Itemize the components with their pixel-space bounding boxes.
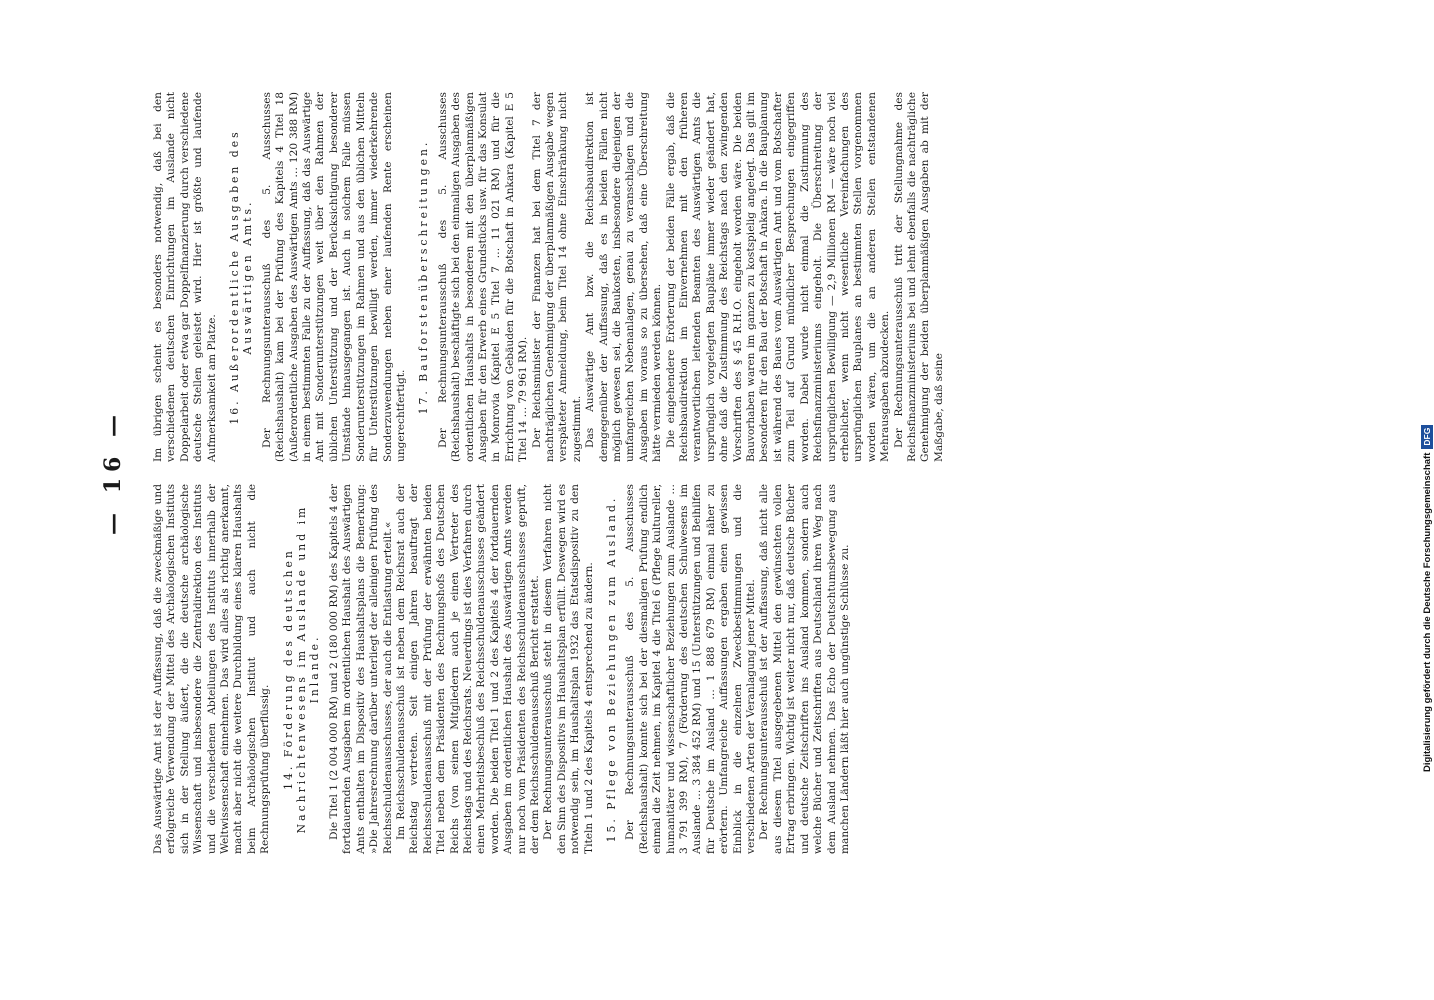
paragraph: Die eingehendere Erörterung der beiden Fälle ergab, daß die Reichsbaudirektion im Einvernehmen mit den früheren verantwortlichen leitenden Beamten des Auswärtigen Amts die ursprünglich vorgelegten Baupläne immer wieder geändert hat, ohne daß die Zustimmung des Reichstags nach den zwingenden Vorschriften des § 45 R.H.O. eingeholt worden wäre. Die beiden Bauvorhaben waren im ganzen zu kostspielig angelegt. Das gilt im besonderen für den Bau der Botschaft in Ankara. In die Bauplanung ist während des Baues vom Auswärtigen Amt und vom Botschafter zum Teil auf Grund mündlicher Besprechungen eingegriffen worden. Dabei wurde nicht einmal die Zustimmung des Reichsfinanzministeriums eingeholt. Die Überschreitung der ursprünglichen Bewilligung — 2,9 Millionen RM — wäre noch viel erheblicher, wenn nicht wesentliche Vereinfachungen des ursprünglichen Bauplanes an bestimmten Stellen vorgenommen worden wären, um die an anderen Stellen entstandenen Mehrausgaben abzudecken. xyxy=(664,92,892,462)
paragraph: Der Reichsminister der Finanzen hat bei dem Titel 7 der nachträglichen Genehmigung der überplanmäßigen Ausgabe wegen verspäteter Anmeldung, beim Titel 14 ohne Einschränkung nicht zugestimmt. xyxy=(530,92,583,462)
paragraph: Im Reichsschuldenausschuß ist neben dem Reichsrat auch der Reichstag vertreten. Seit einigen Jahren beauftragt der Reichsschuldenausschuß mit der Prüfung der erwähnten beiden Titel neben dem Präsidenten des Rechnungshofs des Deutschen Reichs (von seinen Mitgliedern auch je einen Vertreter des Reichstags und des Reichsrats. Neuerdings ist dies Verfahren durch einen Mehrheitsbeschluß des Reichsschuldenausschusses geändert worden. Die beiden Titel 1 und 2 des Kapitels 4 der fortdauernden Ausgaben im ordentlichen Haushalt des Auswärtigen Amts werden nur noch vom Präsidenten des Reichsschuldenausschusses geprüft, der dem Reichsschuldenausschuß Bericht erstattet. xyxy=(394,484,541,854)
paragraph: Der Rechnungsunterausschuß des 5. Ausschusses (Reichshaushalt) kam bei der Prüfung des Kapitels 4 Titel 18 (Außerordentliche Ausgaben des Auswärtigen Amts … 120 388 RM) in einem bestimmten Falle zu der Auffassung, daß das Auswärtige Amt mit Sonderunterstützungen weit über den Rahmen der üblichen Unterstützung und der Berücksichtigung besonderer Umstände hinausgegangen ist. Auch in solchem Falle müssen Sonderunterstützungen im Rahmen und aus den üblichen Mitteln für Unterstützungen bewilligt werden, immer wiederkehrende Sonderzuwendungen neben einer laufenden Rente erscheinen ungerechtfertigt. xyxy=(260,92,407,462)
paragraph: Im übrigen scheint es besonders notwendig, daß bei den verschiedenen deutschen Einrichtungen im Auslande nicht Doppelarbeit oder etwa gar Doppelfinanzierung durch verschiedene deutsche Stellen geleistet wird. Hier ist größte und laufende Aufmerksamkeit am Platze. xyxy=(152,92,218,462)
section-heading-15: 15. Pflege von Beziehungen zum Ausland. xyxy=(605,495,618,843)
section-heading-16: 16. Außerordentliche Ausgaben des Auswärtigen Amts. xyxy=(228,129,255,425)
digitization-credit xyxy=(1420,12,1434,772)
paragraph: Der Rechnungsunterausschuß steht in diesem Verfahren nicht den Sinn des Dispositivs im Haushaltsplan erfüllt. Deswegen wird es notwendig sein, im Haushaltsplan 1932 das Etatsdispositiv zu den Titeln 1 und 2 des Kapitels 4 entsprechend zu ändern. xyxy=(542,483,595,854)
digitization-credit-text: Digitalisierung gefördert durch die Deutsche Forschungsgemeinschaft xyxy=(1421,452,1433,772)
section-heading-17: 17. Bauforstenüberschreitungen. xyxy=(417,139,431,415)
paragraph: Das Auswärtige Amt ist der Auffassung, daß die zweckmäßige und erfolgreiche Verwendung der Mittel des Archäologischen Instituts sich in der Stellung äußert, die die deutsche archäologische Wissenschaft und insbesondere die Zentraldirektion des Instituts und die verschiedenen Abteilungen des Instituts innerhalb der Weltwissenschaft einnehmen. Das wird alles als richtig anerkannt, macht aber nicht die weitere Durchbildung eines klaren Haushalts beim Archäologischen Institut und auch nicht die Rechnungsprüfung überflüssig. xyxy=(152,484,272,854)
paragraph: Der Rechnungsunterausschuß ist der Auffassung, daß nicht alle aus diesem Titel ausgegebenen Mittel den gewünschten vollen Ertrag erbringen. Wichtig ist weiter nicht nur, daß deutsche Bücher und deutsche Zeitschriften ins Ausland kommen, sondern auch welche Bücher und Zeitschriften aus Deutschland ihren Weg nach dem Ausland nehmen. Das Echo der Deutschtumsbewegung aus manchen Ländern läßt hier auch ungünstige Schlüsse zu. xyxy=(758,484,851,854)
paragraph: Der Rechnungsunterausschuß des 5. Ausschusses (Reichshaushalt) beschäftigte sich bei den einmaligen Ausgaben des ordentlichen Haushalts in besonderen mit den überplanmäßigen Ausgaben für den Erwerb eines Grundstücks usw. für das Konsulat in Monrovia (Kapitel E 5 Titel 7 … 11 021 RM) und für die Errichtung von Gebäuden für die Botschaft in Ankara (Kapitel E 5 Titel 14 … 79 961 RM). xyxy=(436,92,530,462)
page-number: — 16 — xyxy=(100,409,126,535)
paragraph: Der Rechnungsunterausschuß tritt der Stellungnahme des Reichsfinanzministeriums bei und lehnt ebenfalls die nachträgliche Genehmigung der beiden überplanmäßigen Ausgaben ab mit der Maßgabe, daß seine xyxy=(892,92,945,462)
dfg-logo: DFG xyxy=(1421,425,1433,449)
left-column xyxy=(152,484,852,854)
paragraph: Das Auswärtige Amt bzw. die Reichsbaudirektion ist demgegenüber der Auffassung, daß es in beiden Fällen nicht möglich gewesen sei, die Baukosten, insbesondere diejenigen der umfangreichen Nebenanlagen, genau zu veranschlagen und die Ausgaben im voraus so zu übersehen, daß eine Überschreitung hätte vermieden werden können. xyxy=(584,92,664,462)
paragraph: Der Rechnungsunterausschuß des 5. Ausschusses (Reichshaushalt) konnte sich bei der diesmaligen Prüfung endlich einmal die Zeit nehmen, im Kapitel 4 die Titel 6 (Pflege kultureller, humanitärer und wissenschaftlicher Beziehungen zum Auslande … 3 791 399 RM), 7 (Förderung des deutschen Schulwesens im Auslande … 3 384 452 RM) und 15 (Unterstützungen und Beihilfen für Deutsche im Ausland … 1 888 679 RM) einmal näher zu erörtern. Umfangreiche Auffassungen ergaben einen gewissen Einblick in die einzelnen Zweckbestimmungen und die verschiedenen Arten der Veranlagung jener Mittel. xyxy=(624,484,758,854)
rotated-document-page xyxy=(100,82,1295,862)
section-heading-14: 14. Förderung des deutschen Nachrichtenwesens im Auslande und im Inlande. xyxy=(281,504,322,834)
paragraph: Die Titel 1 (2 004 000 RM) und 2 (180 000 RM) des Kapitels 4 der fortdauernden Ausgaben im ordentlichen Haushalt des Auswärtigen Amts enthalten im Dispositiv des Haushaltsplans die Bemerkung: »Die Jahresrechnung darüber unterliegt der alleinigen Prüfung des Reichsschuldenausschusses, der auch die Entlastung erteilt.« xyxy=(327,484,394,854)
right-column xyxy=(152,92,946,462)
